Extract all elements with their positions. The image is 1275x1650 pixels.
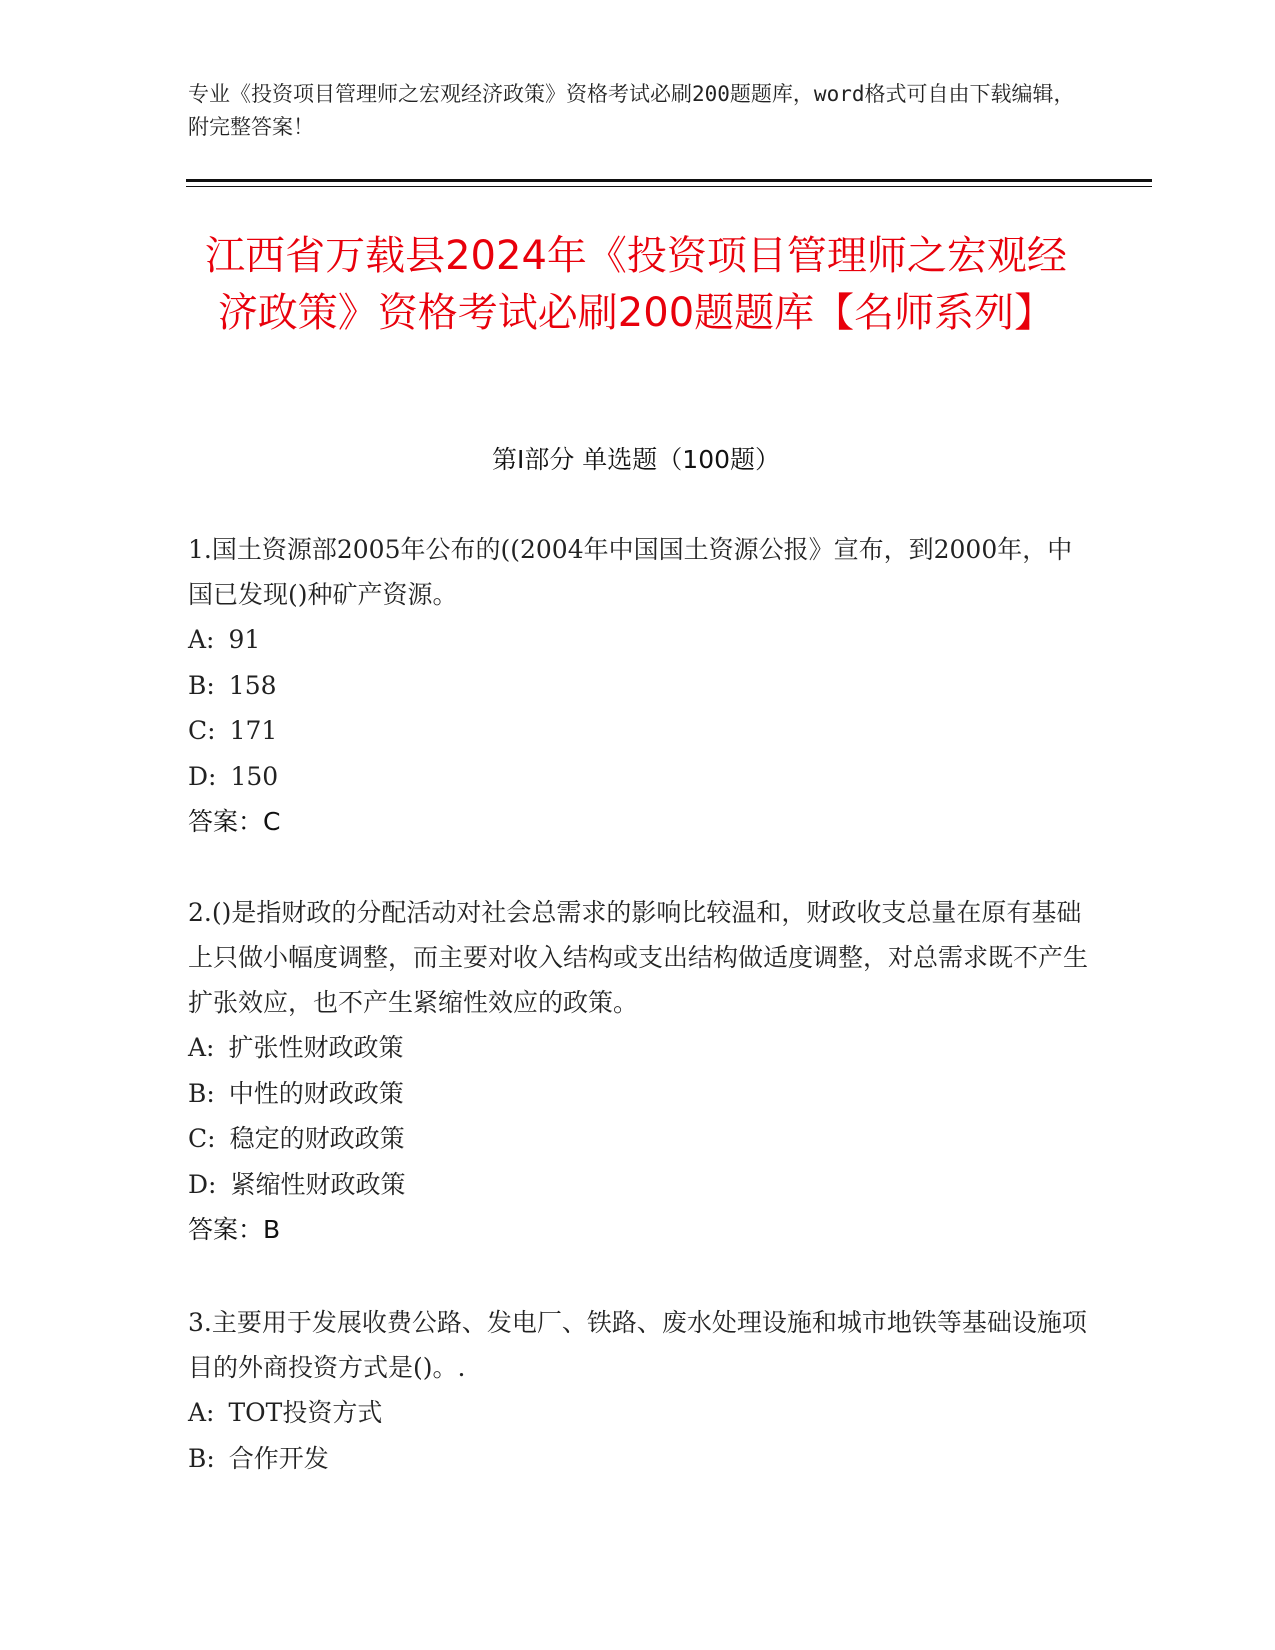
option-b [188, 1436, 1088, 1482]
option-text: 150 [230, 761, 279, 791]
option-a [188, 1025, 1088, 1071]
option-text: TOT投资方式 [228, 1398, 383, 1427]
answer: 答案：B [188, 1215, 281, 1244]
option-d [188, 754, 1088, 800]
option-text: 中性的财政政策 [228, 1078, 404, 1108]
option-b [188, 1071, 1088, 1117]
option-b [188, 663, 1088, 709]
question-2 [188, 890, 1088, 1252]
option-label: C: [188, 716, 216, 745]
option-c [188, 708, 1088, 754]
option-text: 171 [229, 716, 278, 745]
question-stem: 3.主要用于发展收费公路、发电厂、铁路、废水处理设施和城市地铁等基础设施项目的外商投资方式是()。. [188, 1308, 1087, 1382]
question-stem: 2.()是指财政的分配活动对社会总需求的影响比较温和，财政收支总量在原有基础上只做小幅度调整，而主要对收入结构或支出结构做适度调整，对总需求既不产生扩张效应，也不产生紧缩性效应的政策。 [188, 898, 1089, 1017]
option-d [188, 1162, 1088, 1208]
header-note: 专业《投资项目管理师之宏观经济政策》资格考试必刷200题题库，word格式可自由下载编辑，附完整答案！ [188, 82, 1075, 139]
option-text: 稳定的财政政策 [229, 1124, 405, 1153]
option-label: A: [188, 1033, 215, 1062]
header-rule-thick [186, 179, 1152, 182]
option-label: C: [188, 1124, 216, 1153]
option-a [188, 617, 1088, 663]
header-rule-thin [186, 186, 1152, 187]
option-c [188, 1116, 1088, 1162]
option-text: 158 [228, 670, 277, 700]
section-heading: 第Ⅰ部分 单选题（100题） [491, 445, 781, 474]
option-text: 91 [228, 625, 261, 654]
option-label: A: [188, 1398, 215, 1427]
question-3 [188, 1300, 1088, 1481]
option-label: B: [188, 670, 215, 700]
option-label: D: [188, 761, 217, 791]
question-1 [188, 527, 1088, 844]
option-text: 紧缩性财政政策 [230, 1169, 406, 1199]
option-label: A: [188, 625, 215, 654]
document-title: 江西省万载县2024年《投资项目管理师之宏观经济政策》资格考试必刷200题题库【名师系列】 [205, 233, 1067, 336]
option-text: 合作开发 [228, 1443, 329, 1473]
option-label: B: [188, 1443, 215, 1473]
option-a [188, 1390, 1088, 1436]
option-label: D: [188, 1169, 217, 1199]
option-text: 扩张性财政政策 [228, 1033, 404, 1062]
question-stem: 1.国土资源部2005年公布的((2004年中国国土资源公报》宣布，到2000年，中国已发现()种矿产资源。 [188, 535, 1073, 609]
answer: 答案：C [188, 807, 281, 836]
option-label: B: [188, 1078, 215, 1108]
